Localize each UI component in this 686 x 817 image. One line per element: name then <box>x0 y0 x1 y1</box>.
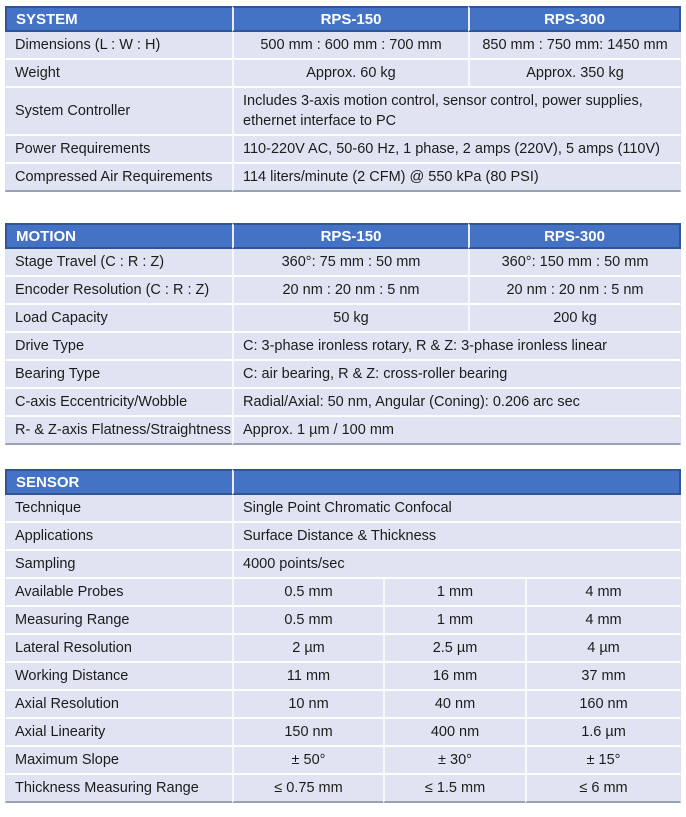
motion-spec-table <box>5 223 681 445</box>
row-value-probe-2: 16 mm <box>383 663 525 691</box>
system-column-header-rps-300: RPS-300 <box>468 6 681 32</box>
motion-column-header-rps-150: RPS-150 <box>232 223 468 249</box>
table-row <box>5 663 681 691</box>
row-value: C: air bearing, R & Z: cross-roller bearing <box>232 361 681 389</box>
row-label: Thickness Measuring Range <box>5 775 232 803</box>
row-value-probe-1: 2 µm <box>232 635 383 663</box>
table-row <box>5 32 681 60</box>
table-row <box>5 136 681 164</box>
table-row <box>5 775 681 803</box>
row-value-rps-300: 850 mm : 750 mm: 1450 mm <box>468 32 681 60</box>
row-label: Axial Resolution <box>5 691 232 719</box>
row-value-probe-3: ± 15° <box>525 747 681 775</box>
row-label: Drive Type <box>5 333 232 361</box>
row-value: Single Point Chromatic Confocal <box>232 495 681 523</box>
row-value-rps-150: 500 mm : 600 mm : 700 mm <box>232 32 468 60</box>
system-header-row <box>5 6 681 32</box>
row-value-probe-2: 1 mm <box>383 579 525 607</box>
table-row <box>5 333 681 361</box>
row-value-rps-300: 200 kg <box>468 305 681 333</box>
row-value: 4000 points/sec <box>232 551 681 579</box>
table-row <box>5 305 681 333</box>
row-value-probe-1: 11 mm <box>232 663 383 691</box>
system-column-header-rps-150: RPS-150 <box>232 6 468 32</box>
row-label: Applications <box>5 523 232 551</box>
row-value-probe-1: 150 nm <box>232 719 383 747</box>
table-row <box>5 607 681 635</box>
row-label: Weight <box>5 60 232 88</box>
row-value-probe-2: 400 nm <box>383 719 525 747</box>
row-value-rps-150: Approx. 60 kg <box>232 60 468 88</box>
row-value-probe-2: ≤ 1.5 mm <box>383 775 525 803</box>
row-value-probe-3: 4 mm <box>525 579 681 607</box>
row-label: Power Requirements <box>5 136 232 164</box>
row-value-probe-1: 0.5 mm <box>232 579 383 607</box>
row-label: Lateral Resolution <box>5 635 232 663</box>
sensor-header-spacer <box>232 469 681 495</box>
row-value-probe-2: 1 mm <box>383 607 525 635</box>
sensor-spec-table <box>5 469 681 803</box>
row-value-rps-300: 20 nm : 20 nm : 5 nm <box>468 277 681 305</box>
row-value-rps-150: 50 kg <box>232 305 468 333</box>
table-row <box>5 579 681 607</box>
table-row <box>5 691 681 719</box>
row-value-probe-3: 160 nm <box>525 691 681 719</box>
row-value-probe-3: 4 µm <box>525 635 681 663</box>
motion-column-header-rps-300: RPS-300 <box>468 223 681 249</box>
row-label: Maximum Slope <box>5 747 232 775</box>
row-label: Measuring Range <box>5 607 232 635</box>
row-label: Axial Linearity <box>5 719 232 747</box>
table-row <box>5 249 681 277</box>
table-row <box>5 361 681 389</box>
row-value-probe-3: ≤ 6 mm <box>525 775 681 803</box>
row-label: Compressed Air Requirements <box>5 164 232 192</box>
row-value-probe-2: 2.5 µm <box>383 635 525 663</box>
row-value-probe-1: ± 50° <box>232 747 383 775</box>
row-label: System Controller <box>5 88 232 136</box>
system-table-title: SYSTEM <box>5 6 232 32</box>
row-label: R- & Z-axis Flatness/Straightness <box>5 417 232 445</box>
row-value-probe-3: 1.6 µm <box>525 719 681 747</box>
row-value-probe-2: 40 nm <box>383 691 525 719</box>
row-label: Bearing Type <box>5 361 232 389</box>
row-label: Encoder Resolution (C : R : Z) <box>5 277 232 305</box>
motion-table-title: MOTION <box>5 223 232 249</box>
table-row <box>5 719 681 747</box>
table-row <box>5 495 681 523</box>
row-value: 114 liters/minute (2 CFM) @ 550 kPa (80 PSI) <box>232 164 681 192</box>
row-value-rps-150: 20 nm : 20 nm : 5 nm <box>232 277 468 305</box>
row-value-rps-300: 360°: 150 mm : 50 mm <box>468 249 681 277</box>
row-value-probe-2: ± 30° <box>383 747 525 775</box>
row-value-probe-1: 0.5 mm <box>232 607 383 635</box>
row-label: Available Probes <box>5 579 232 607</box>
row-value: Surface Distance & Thickness <box>232 523 681 551</box>
row-label: C-axis Eccentricity/Wobble <box>5 389 232 417</box>
table-row <box>5 523 681 551</box>
row-label: Load Capacity <box>5 305 232 333</box>
row-value-rps-150: 360°: 75 mm : 50 mm <box>232 249 468 277</box>
row-value: Includes 3-axis motion control, sensor control, power supplies, ethernet interface to PC <box>232 88 681 136</box>
sensor-table-title: SENSOR <box>5 469 232 495</box>
row-value-rps-300: Approx. 350 kg <box>468 60 681 88</box>
row-label: Technique <box>5 495 232 523</box>
row-value-probe-3: 37 mm <box>525 663 681 691</box>
table-row <box>5 551 681 579</box>
row-label: Stage Travel (C : R : Z) <box>5 249 232 277</box>
system-spec-table <box>5 6 681 192</box>
row-value: Approx. 1 µm / 100 mm <box>232 417 681 445</box>
row-value-probe-1: ≤ 0.75 mm <box>232 775 383 803</box>
row-value-probe-1: 10 nm <box>232 691 383 719</box>
table-row <box>5 747 681 775</box>
table-row <box>5 164 681 192</box>
row-label: Working Distance <box>5 663 232 691</box>
sensor-header-row <box>5 469 681 495</box>
row-label: Sampling <box>5 551 232 579</box>
motion-header-row <box>5 223 681 249</box>
row-value-probe-3: 4 mm <box>525 607 681 635</box>
table-row <box>5 635 681 663</box>
row-value: C: 3-phase ironless rotary, R & Z: 3-phase ironless linear <box>232 333 681 361</box>
row-value: 110-220V AC, 50-60 Hz, 1 phase, 2 amps (220V), 5 amps (110V) <box>232 136 681 164</box>
table-row <box>5 389 681 417</box>
table-row <box>5 60 681 88</box>
table-row <box>5 417 681 445</box>
table-row <box>5 88 681 136</box>
row-value: Radial/Axial: 50 nm, Angular (Coning): 0.206 arc sec <box>232 389 681 417</box>
table-row <box>5 277 681 305</box>
row-label: Dimensions (L : W : H) <box>5 32 232 60</box>
